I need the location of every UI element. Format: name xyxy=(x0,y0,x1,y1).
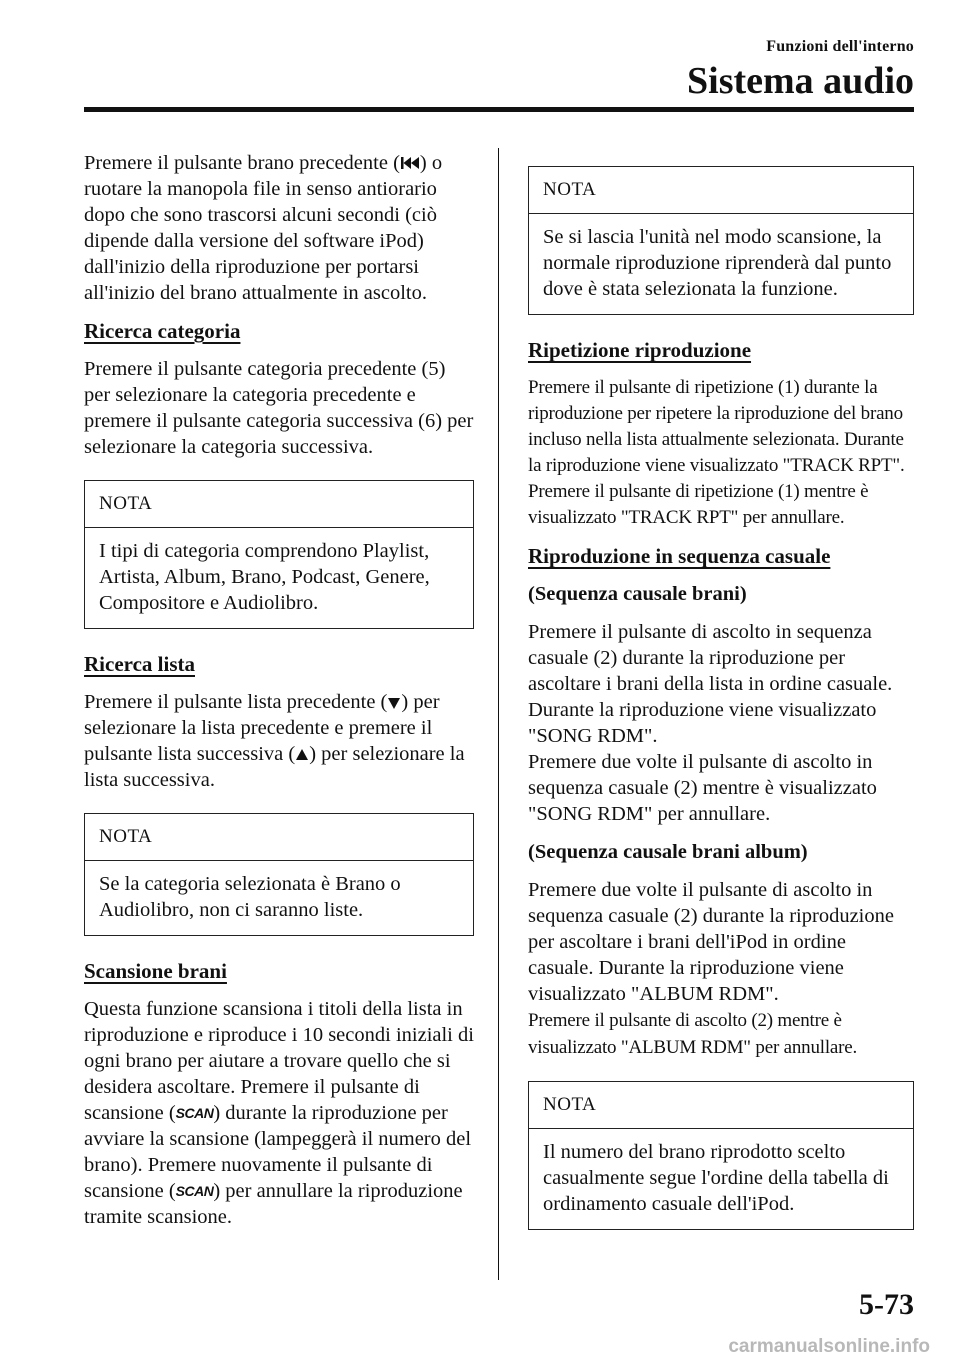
list-search-heading: Ricerca lista xyxy=(84,652,195,676)
category-search-text: Premere il pulsante categoria precedente (5) per selezionare la categoria precedente e premere il pulsante categoria successiva (6) per selezionare la categoria successiva. xyxy=(84,358,474,458)
right-column xyxy=(528,150,914,1252)
intro-paragraph: Premere il pulsante brano precedente ( ) o ruotare la manopola file in senso antiorario dopo che sono trascorsi alcuni secondi (ciò dipende dalla versione del software iPod) dall'inizio della riproduzione per portarsi all'inizio del brano attualmente in ascolto. xyxy=(84,152,443,304)
left-column xyxy=(84,150,474,1242)
note-title: NOTA xyxy=(529,167,913,214)
note-body: Se la categoria selezionata è Brano o Audiolibro, non ci saranno liste. xyxy=(99,873,401,921)
track-scan-text: Questa funzione scansiona i titoli della lista in riproduzione e riproduce i 10 secondi iniziali di ogni brano per aiutare a trovare quello che si desidera ascoltare. Premere il pulsante di scansione (SCAN) durante la riproduzione per avviare la scansione (lampeggerà il numero del brano). Premere nuovamente il pulsante di scansione (SCAN) per annullare la riproduzione tramite scansione. xyxy=(84,998,474,1228)
note-body: I tipi di categoria comprendono Playlist, Artista, Album, Brano, Podcast, Genere, Compositore e Audiolibro. xyxy=(99,540,430,614)
note-title: NOTA xyxy=(85,814,473,861)
note-box xyxy=(528,1081,914,1230)
watermark: carmanualsonline.info xyxy=(728,1336,930,1357)
track-scan-heading: Scansione brani xyxy=(84,959,227,983)
page-number: 5-73 xyxy=(859,1288,914,1321)
section-label: Funzioni dell'interno xyxy=(766,38,914,55)
column-divider xyxy=(498,148,499,1280)
random-heading: Riproduzione in sequenza casuale xyxy=(528,544,831,568)
note-box xyxy=(84,813,474,936)
up-arrow-icon xyxy=(295,748,309,762)
repeat-text: Premere il pulsante di ripetizione (1) durante la riproduzione per ripetere la riproduzione del brano incluso nella lista attualmente selezionata. Durante la riproduzione viene visualizzato "TRACK RPT". Premere il pulsante di ripetizione (1) mentre è visualizzato "TRACK RPT" per annullare. xyxy=(528,377,905,528)
note-title: NOTA xyxy=(85,481,473,528)
note-box xyxy=(84,480,474,629)
note-title: NOTA xyxy=(529,1082,913,1129)
category-search-heading: Ricerca categoria xyxy=(84,319,241,343)
previous-track-icon xyxy=(400,155,420,171)
header-rule xyxy=(84,107,914,112)
random-album-text: Premere due volte il pulsante di ascolto in sequenza casuale (2) durante la riproduzione per ascoltare i brani dell'iPod in ordine casuale. Durante la riproduzione viene visualizzato "ALBUM RDM". Premere il pulsante di ascolto (2) mentre è visualizzato "ALBUM RDM" per annullare. xyxy=(528,879,894,1058)
scan-icon: SCAN xyxy=(175,1183,214,1199)
repeat-heading: Ripetizione riproduzione xyxy=(528,338,752,362)
note-box xyxy=(528,166,914,315)
random-album-subheading: (Sequenza causale brani album) xyxy=(528,841,808,863)
scan-icon: SCAN xyxy=(175,1105,214,1121)
random-songs-text: Premere il pulsante di ascolto in sequenza casuale (2) durante la riproduzione per ascoltare i brani della lista in ordine casuale. Durante la riproduzione viene visualizzato "SONG RDM". Premere due volte il pulsante di ascolto in sequenza casuale (2) mentre è visualizzato "SONG RDM" per annullare. xyxy=(528,621,893,825)
down-arrow-icon xyxy=(387,696,401,710)
list-search-text: Premere il pulsante lista precedente ( ) per selezionare la lista precedente e premere il pulsante lista successiva ( ) per selezionare la lista successiva. xyxy=(84,691,465,791)
note-body: Se si lascia l'unità nel modo scansione, la normale riproduzione riprenderà dal punto dove è stata selezionata la funzione. xyxy=(543,226,892,300)
random-songs-subheading: (Sequenza causale brani) xyxy=(528,583,747,605)
note-body: Il numero del brano riprodotto scelto casualmente segue l'ordine della tabella di ordinamento casuale dell'iPod. xyxy=(543,1141,889,1215)
chapter-title: Sistema audio xyxy=(687,60,914,102)
